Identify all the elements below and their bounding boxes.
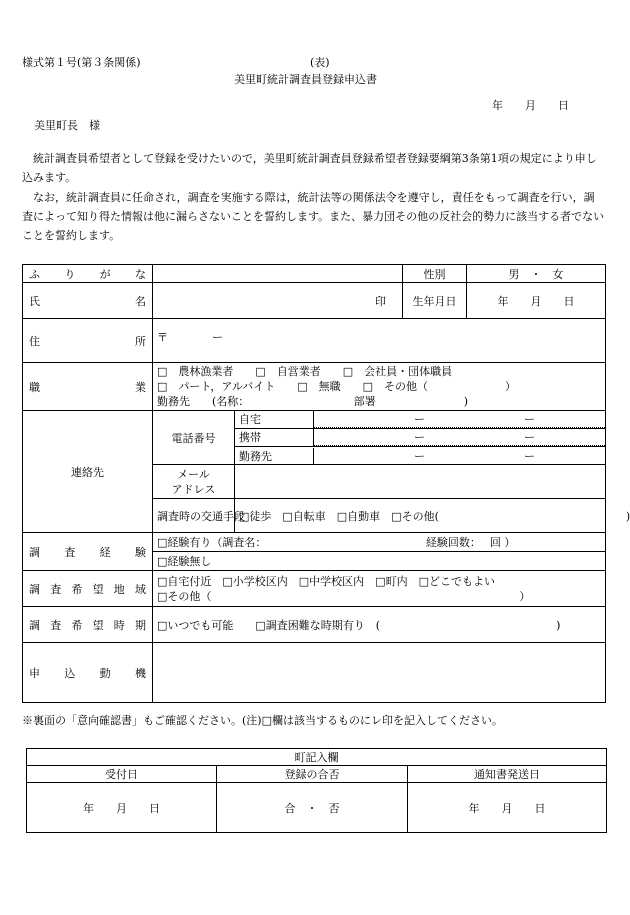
address-label: 住 所 — [29, 334, 146, 348]
addressee: 美里町長 様 — [34, 119, 100, 132]
occupation-row — [23, 363, 606, 411]
occupation-options[interactable] — [153, 363, 606, 411]
address-input[interactable] — [153, 319, 606, 363]
office-header: 町記入欄 — [27, 749, 607, 766]
contact-label-cell — [23, 411, 153, 533]
received-date-label: 受付日 — [27, 766, 217, 783]
notice-date-label: 通知書発送日 — [408, 766, 607, 783]
area-options[interactable] — [153, 571, 606, 607]
motive-input[interactable] — [153, 643, 606, 703]
received-date-input[interactable]: 年 月 日 — [27, 783, 217, 833]
phone-mobile[interactable] — [235, 429, 606, 447]
email-label-line2: アドレス — [171, 482, 216, 496]
occupation-line-1[interactable]: □ 農林漁業者 □ 自営業者 □ 会社員・団体職員 — [157, 365, 453, 378]
home-label: 自宅 — [235, 411, 314, 428]
paragraph-1: 統計調査員希望者として登録を受けたいので，美里町統計調査員登録希望者登録要綱第3条第1項の規定により申し込みます。 — [22, 152, 597, 184]
phone-label: 電話番号 — [153, 411, 235, 465]
period-row — [23, 607, 606, 643]
phone-home-row — [23, 411, 606, 429]
form-title: 美里町統計調査員登録申込書 — [234, 73, 377, 86]
email-input[interactable] — [235, 465, 606, 499]
pass-fail-input[interactable]: 合 ・ 否 — [217, 783, 408, 833]
work-label: 勤務先 — [235, 448, 314, 464]
phone-home[interactable] — [235, 411, 606, 429]
occupation-label: 職 業 — [29, 380, 146, 394]
name-row — [23, 283, 606, 319]
gender-label: 性別 — [403, 265, 467, 283]
furigana-row — [23, 265, 606, 283]
mobile-label: 携帯 — [235, 429, 314, 446]
contact-label: 連絡先 — [71, 465, 104, 479]
experience-row — [23, 533, 606, 571]
work-number[interactable]: ー ー — [414, 449, 535, 463]
application-table — [22, 264, 630, 703]
name-input[interactable] — [153, 283, 403, 319]
office-use-table — [26, 748, 607, 833]
transport-options[interactable]: □徒歩 □自転車 □自動車 □その他( ) — [235, 499, 606, 533]
note: ※裏面の「意向確認書」もご確認ください。(注)□欄は該当するものにレ印を記入してください。 — [22, 714, 503, 727]
address-row — [23, 319, 606, 363]
gender-options[interactable]: 男 ・ 女 — [467, 265, 606, 283]
workplace-line[interactable]: 勤務先 (名称： 部署 ) — [157, 395, 469, 408]
dob-label: 生年月日 — [403, 283, 467, 319]
occupation-line-2[interactable]: □ パート，アルバイト □ 無職 □ その他（ ） — [157, 380, 516, 393]
name-label: 氏 名 — [29, 294, 146, 308]
motive-label: 申 込 動 機 — [29, 666, 146, 680]
area-line-1[interactable]: □自宅付近 □小学校区内 □中学校区内 □町内 □どこでもよい — [157, 574, 495, 588]
experience-options[interactable] — [153, 533, 606, 571]
dob-input[interactable]: 年 月 日 — [467, 283, 606, 319]
period-options[interactable]: □いつでも可能 □調査困難な時期有り ( ) — [153, 607, 606, 643]
furigana-label: ふ り が な — [29, 267, 146, 281]
date-line[interactable]: 年 月 日 — [492, 99, 569, 112]
email-label — [153, 465, 235, 499]
motive-row — [23, 643, 606, 703]
period-label: 調 査 希 望 時 期 — [29, 618, 146, 632]
pass-fail-label: 登録の合否 — [217, 766, 408, 783]
area-label: 調 査 希 望 地 域 — [29, 582, 146, 596]
form-number: 様式第１号(第３条関係) — [22, 56, 141, 69]
experience-label: 調 査 経 験 — [29, 545, 146, 559]
phone-work[interactable] — [235, 447, 606, 465]
notice-date-input[interactable]: 年 月 日 — [408, 783, 607, 833]
paragraph-2: なお，統計調査員に任命され，調査を実施する際は，統計法等の関係法令を遵守し，責任をもって調査を行い，調査によって知り得た情報は他に漏らさないことを誓約します。また、暴力団その他の反社会的勢力に該当する者でないことを誓約します。 — [22, 191, 605, 242]
experience-yes[interactable]: □経験有り（調査名： 経験回数： 回 ） — [153, 533, 605, 552]
furigana-input[interactable] — [153, 265, 403, 283]
home-number[interactable]: ー ー — [314, 411, 605, 428]
area-row — [23, 571, 606, 607]
side-label: (表) — [310, 56, 330, 69]
postal-mark: 〒 ー — [157, 331, 223, 344]
transport-label: 調査時の交通手段 — [153, 499, 235, 533]
email-label-line1: メール — [177, 467, 210, 481]
experience-no[interactable]: □経験無し — [157, 555, 212, 568]
area-line-2[interactable]: □その他（ ） — [157, 589, 531, 603]
seal-mark: 印 — [375, 294, 386, 308]
mobile-number[interactable]: ー ー — [314, 429, 605, 446]
